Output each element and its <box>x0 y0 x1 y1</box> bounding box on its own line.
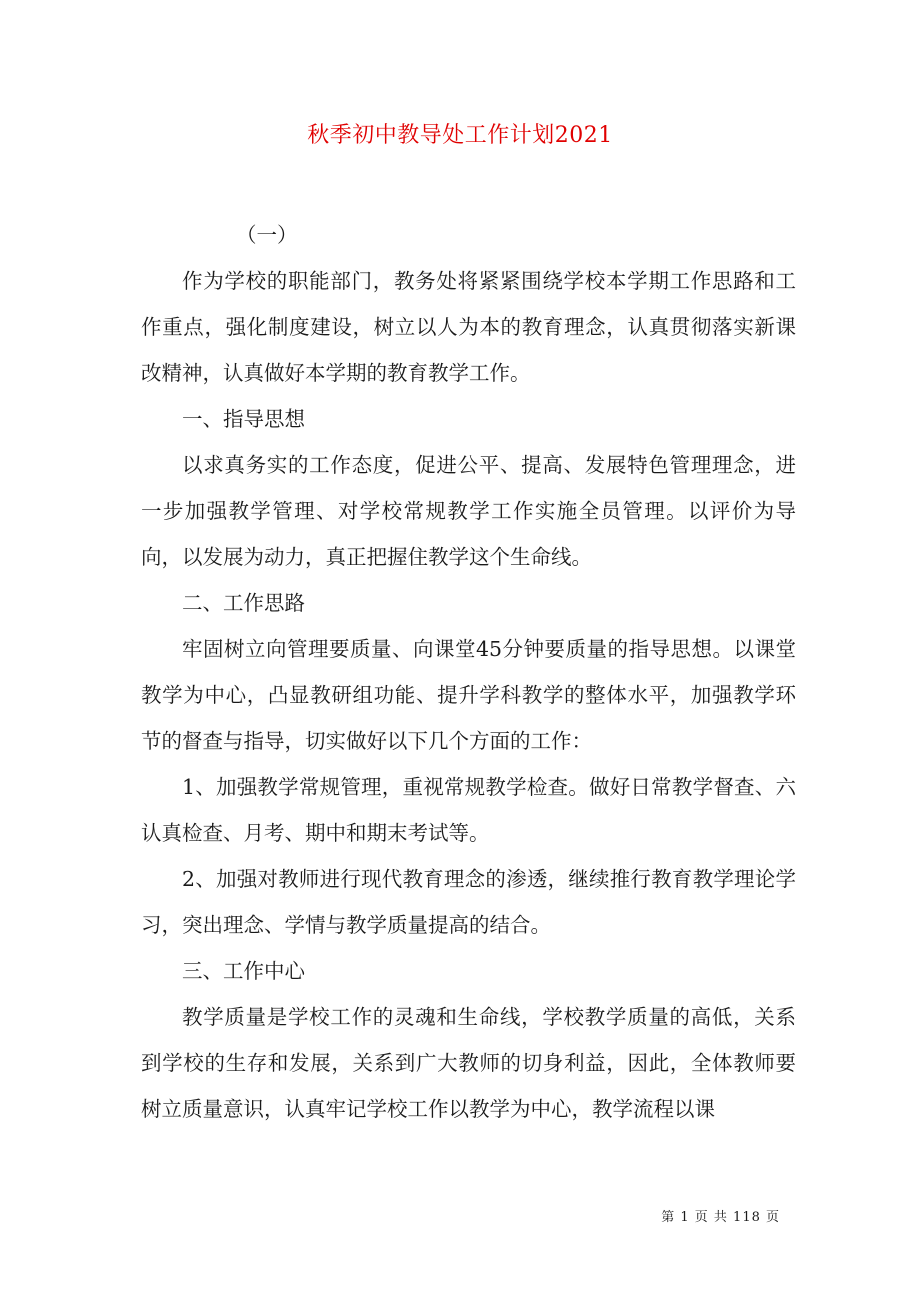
work-center-paragraph: 教学质量是学校工作的灵魂和生命线，学校教学质量的高低，关系到学校的生存和发展，关系到广大教师的切身利益，因此，全体教师要树立质量意识，认真牢记学校工作以教学为中心，教学流程以课 <box>141 1005 796 1121</box>
heading-work-approach: 二、工作思路 <box>182 591 305 615</box>
heading-guiding-ideology: 一、指导思想 <box>182 407 305 431</box>
page-footer: 第 1 页 共 118 页 <box>661 1210 780 1225</box>
document-body <box>141 212 796 1132</box>
section-marker: （一） <box>236 223 298 247</box>
work-approach-paragraph: 牢固树立向管理要质量、向课堂45分钟要质量的指导思想。以课堂教学为中心，凸显教研组功能、提升学科教学的整体水平，加强教学环节的督查与指导，切实做好以下几个方面的工作： <box>141 637 796 753</box>
intro-paragraph: 作为学校的职能部门，教务处将紧紧围绕学校本学期工作思路和工作重点，强化制度建设，树立以人为本的教育理念，认真贯彻落实新课改精神，认真做好本学期的教育教学工作。 <box>141 269 796 385</box>
document-title: 秋季初中教导处工作计划2021 <box>307 123 613 148</box>
heading-work-center: 三、工作中心 <box>182 959 305 983</box>
work-item-1: 1、加强教学常规管理，重视常规教学检查。做好日常教学督查、六认真检查、月考、期中和期末考试等。 <box>141 775 796 845</box>
work-item-2: 2、加强对教师进行现代教育理念的渗透，继续推行教育教学理论学习，突出理念、学情与教学质量提高的结合。 <box>141 867 796 937</box>
guiding-ideology-paragraph: 以求真务实的工作态度，促进公平、提高、发展特色管理理念，进一步加强教学管理、对学校常规教学工作实施全员管理。以评价为导向，以发展为动力，真正把握住教学这个生命线。 <box>141 453 796 569</box>
